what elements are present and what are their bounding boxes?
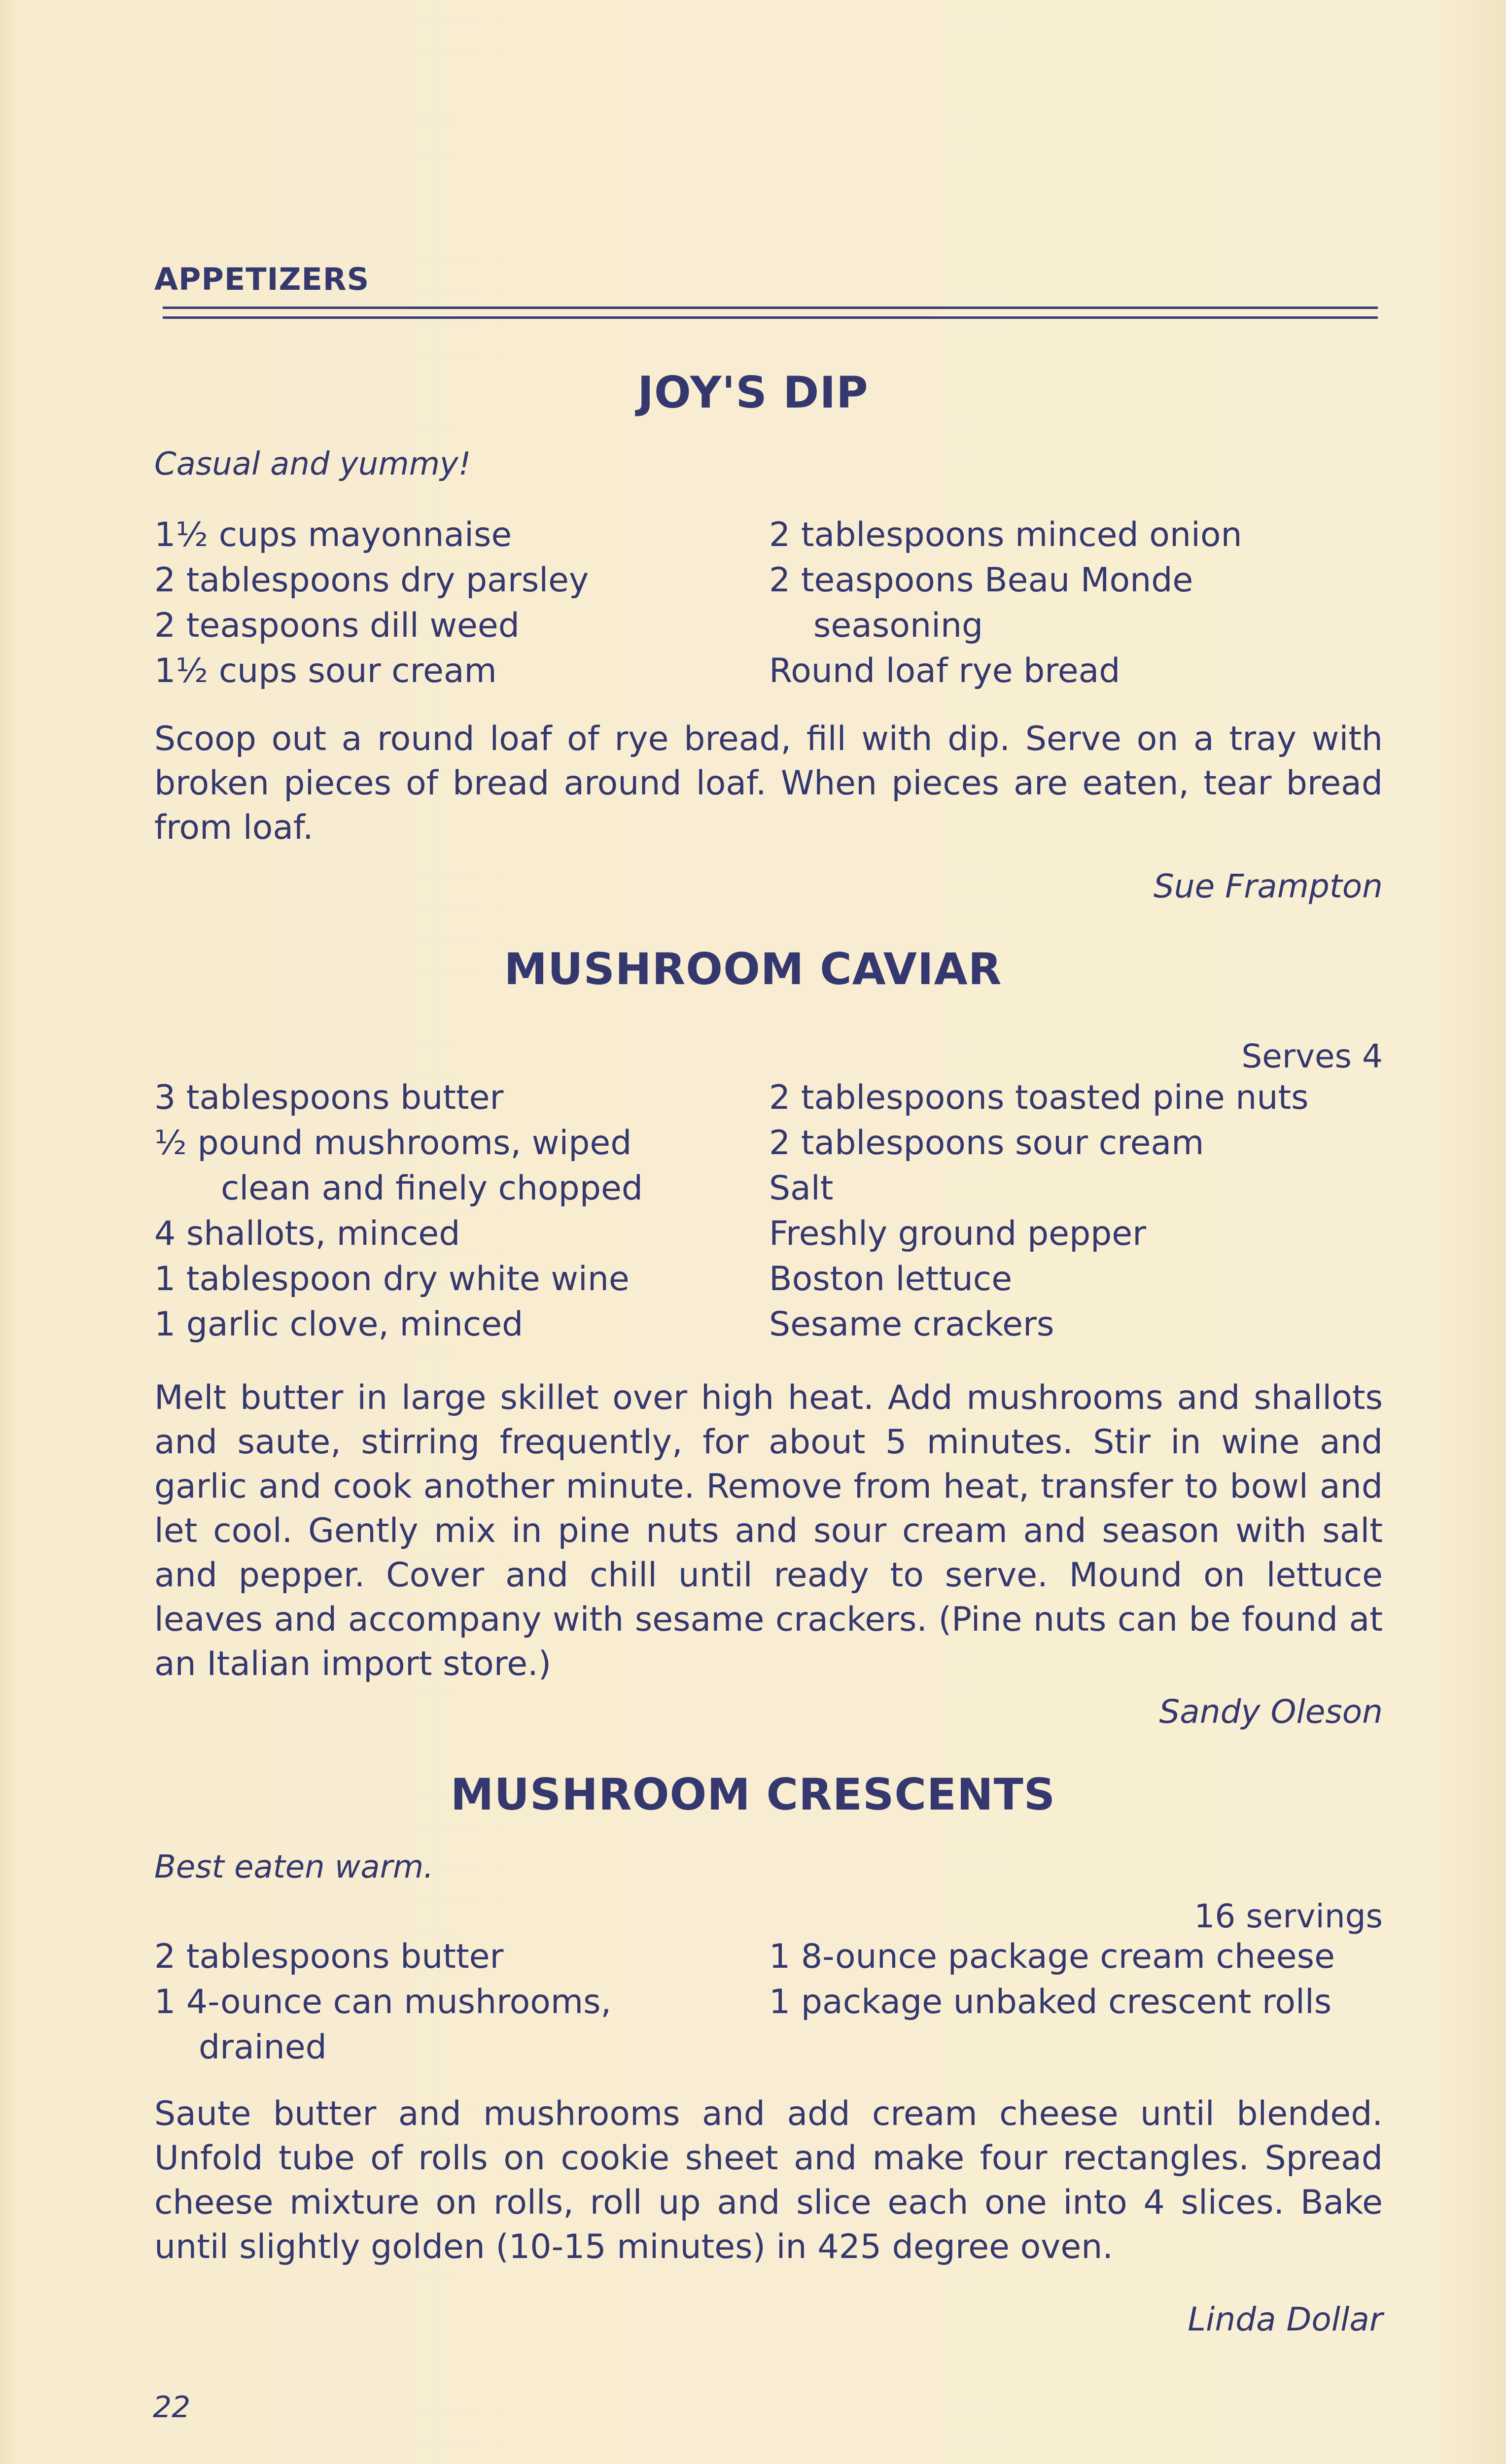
ingredient: 1½ cups mayonnaise <box>154 515 512 554</box>
ingredient: 3 tablespoons butter <box>154 1078 504 1117</box>
page-number: 22 <box>153 2390 191 2425</box>
ingredient: ½ pound mushrooms, wiped <box>154 1124 632 1163</box>
ingredient: Round loaf rye bread <box>769 651 1121 690</box>
ingredients-right <box>769 1075 1309 1347</box>
recipe-directions: Scoop out a round loaf of rye bread, fill with dip. Serve on a tray with broken pieces of bread around loaf. When pieces are eaten, tear bread from loaf. <box>154 719 1383 847</box>
recipe-directions: Saute butter and mushrooms and add cream cheese until blended. Unfold tube of rolls on cookie sheet and make four rectangles. Spread cheese mixture on rolls, roll up and slice each one into 4 slices. Bake until slightly golden (10-15 minutes) in 425 degree oven. <box>154 2094 1383 2266</box>
ingredients-left <box>154 1934 611 2070</box>
ingredient: 1½ cups sour cream <box>154 651 497 690</box>
ingredient: 2 tablespoons toasted pine nuts <box>769 1078 1309 1117</box>
recipe-subtitle: Best eaten warm. <box>154 1849 434 1885</box>
ingredients-right <box>769 513 1242 694</box>
recipe-serves: Serves 4 <box>1241 1037 1383 1075</box>
recipe-title: MUSHROOM CAVIAR <box>504 944 1002 994</box>
ingredient: 2 teaspoons dill weed <box>154 606 520 645</box>
ingredient: 4 shallots, minced <box>154 1214 460 1253</box>
ingredient: drained <box>199 2028 327 2067</box>
ingredient: Sesame crackers <box>769 1305 1054 1344</box>
ingredients-left <box>154 513 589 694</box>
header-rule-top <box>163 307 1378 309</box>
ingredients-left <box>154 1075 643 1347</box>
ingredient: 2 tablespoons minced onion <box>769 515 1242 554</box>
recipe-author: Sue Frampton <box>1153 867 1383 905</box>
ingredients-right <box>769 1934 1335 2025</box>
recipe-directions: Melt butter in large skillet over high heat. Add mushrooms and shallots and saute, stirring frequently, for about 5 minutes. Stir in wine and garlic and cook another minute. Remove from heat, transfer to bowl and let cool. Gently mix in pine nuts and sour cream and season with salt and pepper. Cover and chill until ready to serve. Mound on lettuce leaves and accompany with sesame crackers. (Pine nuts can be found at an Italian import store.) <box>154 1378 1383 1683</box>
ingredient: 1 8-ounce package cream cheese <box>769 1937 1335 1976</box>
recipe-serves: 16 servings <box>1194 1897 1383 1935</box>
header-rule-bottom <box>163 316 1378 319</box>
ingredient: clean and finely chopped <box>221 1169 643 1208</box>
ingredient: seasoning <box>813 606 983 645</box>
ingredient: 2 teaspoons Beau Monde <box>769 561 1193 600</box>
section-heading: APPETIZERS <box>154 261 370 297</box>
ingredient: 2 tablespoons butter <box>154 1937 504 1976</box>
recipe-subtitle: Casual and yummy! <box>154 446 471 482</box>
recipe-title: MUSHROOM CRESCENTS <box>450 1769 1056 1820</box>
ingredient: 2 tablespoons dry parsley <box>154 561 589 600</box>
ingredient: 1 package unbaked crescent rolls <box>769 1983 1332 2021</box>
ingredient: 2 tablespoons sour cream <box>769 1124 1204 1163</box>
ingredient: 1 garlic clove, minced <box>154 1305 524 1344</box>
ingredient: 1 4-ounce can mushrooms, <box>154 1983 612 2021</box>
recipe-author: Sandy Oleson <box>1159 1693 1383 1731</box>
ingredient: 1 tablespoon dry white wine <box>154 1260 630 1299</box>
ingredient: Freshly ground pepper <box>769 1214 1147 1253</box>
recipe-title: JOY'S DIP <box>637 367 869 418</box>
recipe-author: Linda Dollar <box>1188 2300 1383 2338</box>
ingredient: Boston lettuce <box>769 1260 1013 1299</box>
ingredient: Salt <box>769 1169 834 1208</box>
